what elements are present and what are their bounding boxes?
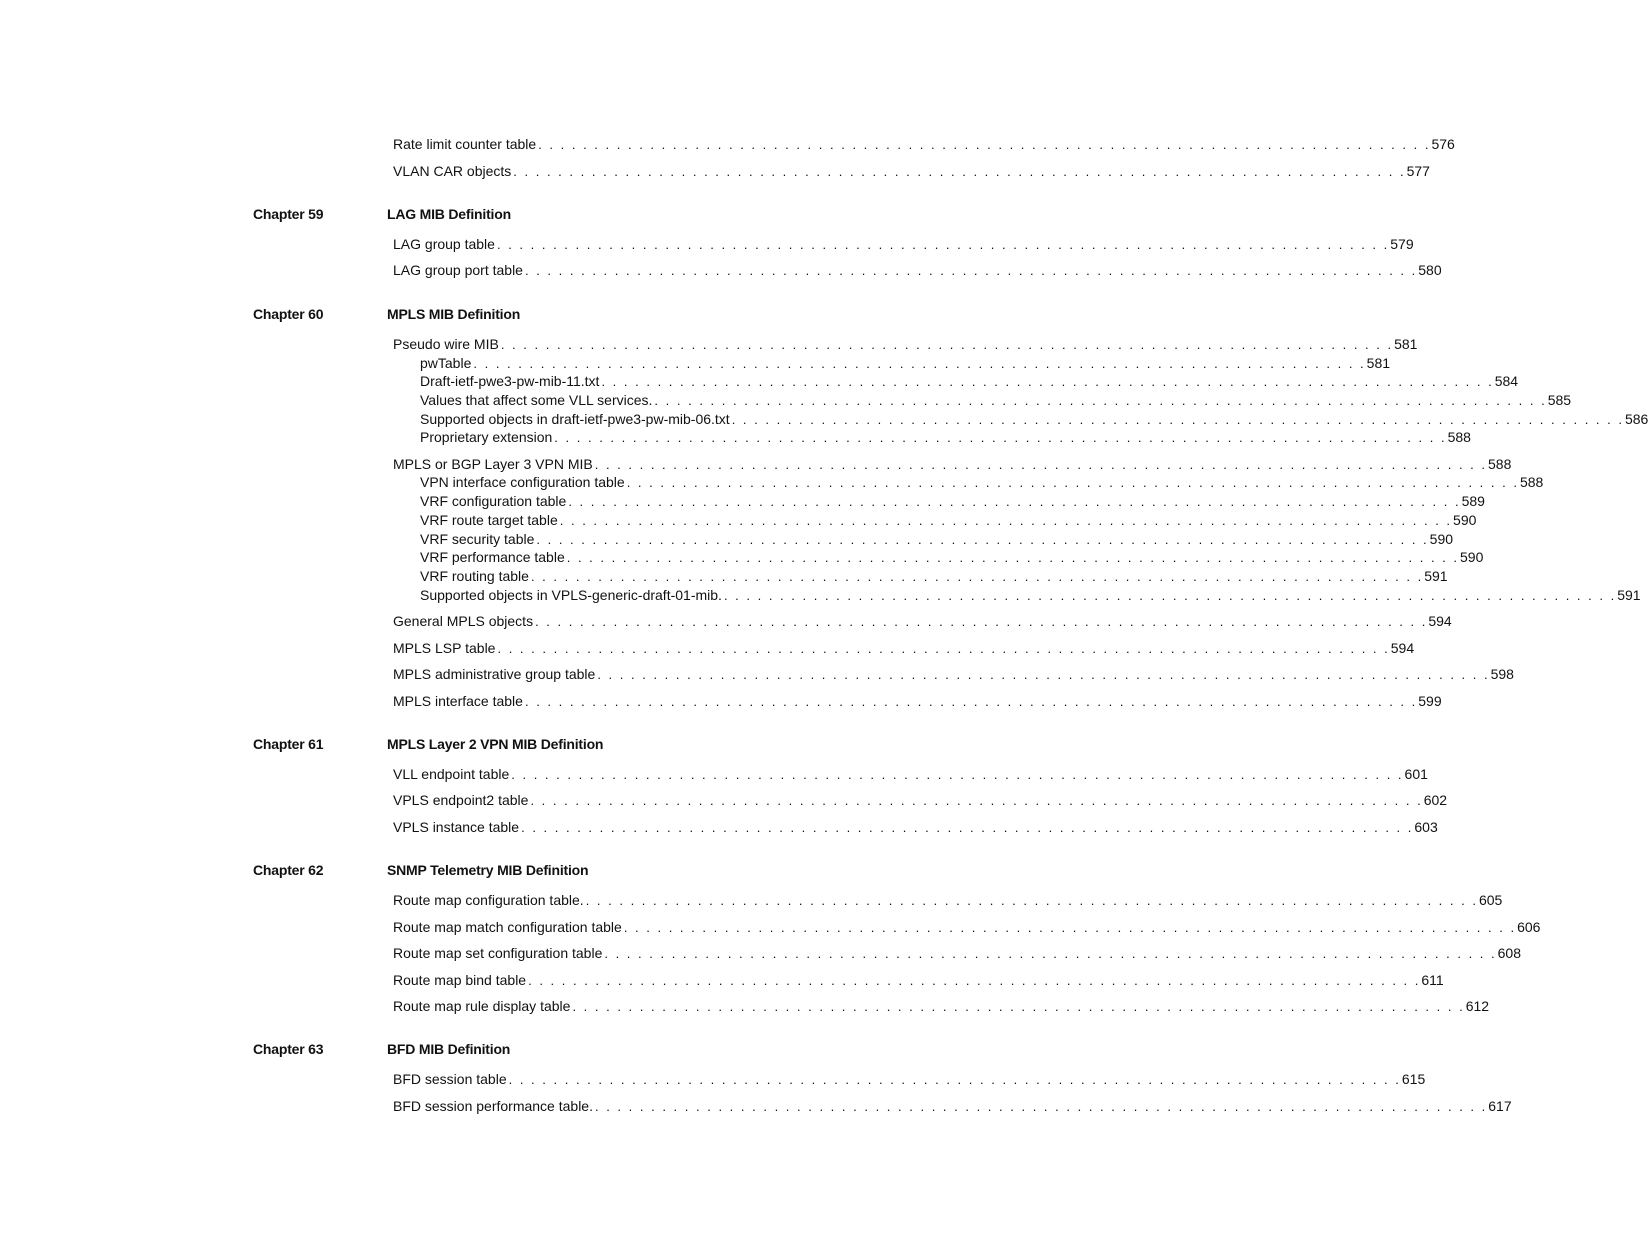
page-number: 608: [1497, 945, 1521, 961]
page-number: 588: [1519, 474, 1544, 490]
page-number: 603: [1414, 819, 1438, 835]
dot-leader: . . . . . . . . . . . . . . . . . . . . . . . . . . . . . . . . . . . . . . . . . . . . . . . . . . . . . . . . . . . . . . . . . . . . . . . . . . . . . . . .: [566, 550, 1460, 565]
entry-title: Proprietary extension: [420, 429, 553, 445]
entry-title: Route map bind table: [393, 972, 527, 988]
dot-leader: . . . . . . . . . . . . . . . . . . . . . . . . . . . . . . . . . . . . . . . . . . . . . . . . . . . . . . . . . . . . . . . . . . . . . . . . . . . . . . . .: [654, 393, 1547, 408]
toc-subentry[interactable]: [420, 353, 1391, 373]
toc-subentry[interactable]: [420, 491, 1485, 511]
page-number: 602: [1423, 792, 1448, 808]
entry-title: VPLS endpoint2 table: [393, 792, 529, 808]
entry-title: LAG group port table: [393, 262, 523, 278]
entry-title: Supported objects in VPLS-generic-draft-01-mib.: [420, 587, 722, 603]
toc-entry[interactable]: [393, 161, 1430, 181]
dot-leader: . . . . . . . . . . . . . . . . . . . . . . . . . . . . . . . . . . . . . . . . . . . . . . . . . . . . . . . . . . . . . . . . . . . . . . . . . . . . . . . .: [473, 356, 1366, 371]
page-number: 598: [1490, 666, 1514, 682]
entry-title: VRF performance table: [420, 549, 565, 565]
page-number: 599: [1418, 693, 1442, 709]
page-number: 586: [1624, 411, 1648, 427]
page-number: 591: [1424, 568, 1448, 584]
entry-title: VLL endpoint table: [393, 766, 510, 782]
dot-leader: . . . . . . . . . . . . . . . . . . . . . . . . . . . . . . . . . . . . . . . . . . . . . . . . . . . . . . . . . . . . . . . . . . . . . . . . . . . . . . . .: [604, 946, 1497, 961]
entry-title: MPLS LSP table: [393, 640, 496, 656]
toc-entry[interactable]: [393, 691, 1442, 711]
toc-entry[interactable]: [393, 1069, 1426, 1089]
dot-leader: . . . . . . . . . . . . . . . . . . . . . . . . . . . . . . . . . . . . . . . . . . . . . . . . . . . . . . . . . . . . . . . . . . . . . . . . . . . . . . . .: [559, 513, 1453, 528]
dot-leader: . . . . . . . . . . . . . . . . . . . . . . . . . . . . . . . . . . . . . . . . . . . . . . . . . . . . . . . . . . . . . . . . . . . . . . . . . . . . . . . .: [530, 569, 1424, 584]
chapter-label: Chapter 61: [253, 736, 324, 752]
entry-title: VPLS instance table: [393, 819, 520, 835]
toc-entry[interactable]: [393, 664, 1514, 684]
page-number: 591: [1617, 587, 1641, 603]
entry-title: Rate limit counter table: [393, 136, 537, 152]
entry-title: VRF security table: [420, 531, 535, 547]
toc-entry[interactable]: [393, 134, 1455, 154]
chapter-label: Chapter 59: [253, 206, 324, 222]
entry-title: MPLS interface table: [393, 693, 523, 709]
entry-title: MPLS or BGP Layer 3 VPN MIB: [393, 456, 593, 472]
chapter-label: Chapter 62: [253, 862, 324, 878]
toc-entry[interactable]: [393, 334, 1418, 354]
page-number: 581: [1366, 355, 1391, 371]
toc-subentry[interactable]: [420, 371, 1519, 391]
page-number: 579: [1390, 236, 1414, 252]
page-number: 594: [1428, 613, 1452, 629]
entry-title: Route map set configuration table: [393, 945, 603, 961]
page-number: 605: [1478, 892, 1503, 908]
dot-leader: . . . . . . . . . . . . . . . . . . . . . . . . . . . . . . . . . . . . . . . . . . . . . . . . . . . . . . . . . . . . . . . . . . . . . . . . . . . . . . . .: [568, 494, 1461, 509]
dot-leader: . . . . . . . . . . . . . . . . . . . . . . . . . . . . . . . . . . . . . . . . . . . . . . . . . . . . . . . . . . . . . . . . . . . . . . . . . . . . . . . .: [538, 137, 1431, 152]
dot-leader: . . . . . . . . . . . . . . . . . . . . . . . . . . . . . . . . . . . . . . . . . . . . . . . . . . . . . . . . . . . . . . . . . . . . . . . . . . . . . . . .: [585, 893, 1478, 908]
page-number: 615: [1401, 1071, 1426, 1087]
entry-title: VLAN CAR objects: [393, 163, 512, 179]
dot-leader: . . . . . . . . . . . . . . . . . . . . . . . . . . . . . . . . . . . . . . . . . . . . . . . . . . . . . . . . . . . . . . . . . . . . . . . . . . . . . . . .: [511, 767, 1404, 782]
entry-title: VRF configuration table: [420, 493, 567, 509]
entry-title: VRF route target table: [420, 512, 558, 528]
dot-leader: . . . . . . . . . . . . . . . . . . . . . . . . . . . . . . . . . . . . . . . . . . . . . . . . . . . . . . . . . . . . . . . . . . . . . . . . . . . . . . . .: [496, 237, 1390, 252]
toc-entry[interactable]: [393, 234, 1414, 254]
page-number: 590: [1460, 549, 1484, 565]
page-number: 580: [1418, 262, 1442, 278]
page-number: 589: [1461, 493, 1485, 509]
dot-leader: . . . . . . . . . . . . . . . . . . . . . . . . . . . . . . . . . . . . . . . . . . . . . . . . . . . . . . . . . . . . . . . . . . . . . . . . . . . . . . . .: [536, 532, 1429, 547]
page-number: 577: [1406, 163, 1430, 179]
toc-entry[interactable]: [393, 454, 1512, 474]
dot-leader: . . . . . . . . . . . . . . . . . . . . . . . . . . . . . . . . . . . . . . . . . . . . . . . . . . . . . . . . . . . . . . . . . . . . . . . . . . . . . . . .: [572, 999, 1465, 1014]
entry-title: Supported objects in draft-ietf-pwe3-pw-mib-06.txt: [420, 411, 730, 427]
page-number: 584: [1494, 373, 1519, 389]
dot-leader: . . . . . . . . . . . . . . . . . . . . . . . . . . . . . . . . . . . . . . . . . . . . . . . . . . . . . . . . . . . . . . . . . . . . . . . . . . . . . . . .: [731, 412, 1624, 427]
entry-title: LAG group table: [393, 236, 495, 252]
toc-entry[interactable]: [393, 943, 1521, 963]
toc-entry[interactable]: [393, 638, 1415, 658]
entry-title: Values that affect some VLL services.: [420, 392, 653, 408]
page-number: 601: [1404, 766, 1428, 782]
page-number: 606: [1517, 919, 1541, 935]
page-number: 576: [1431, 136, 1455, 152]
dot-leader: . . . . . . . . . . . . . . . . . . . . . . . . . . . . . . . . . . . . . . . . . . . . . . . . . . . . . . . . . . . . . . . . . . . . . . . . . . . . . . . .: [528, 973, 1421, 988]
dot-leader: . . . . . . . . . . . . . . . . . . . . . . . . . . . . . . . . . . . . . . . . . . . . . . . . . . . . . . . . . . . . . . . . . . . . . . . . . . . . . . . .: [623, 920, 1517, 935]
page-number: 588: [1447, 429, 1471, 445]
page-number: 590: [1429, 531, 1454, 547]
toc-subentry[interactable]: [420, 510, 1477, 530]
chapter-label: Chapter 60: [253, 306, 324, 322]
dot-leader: . . . . . . . . . . . . . . . . . . . . . . . . . . . . . . . . . . . . . . . . . . . . . . . . . . . . . . . . . . . . . . . . . . . . . . . . . . . . . . . .: [535, 614, 1428, 629]
dot-leader: . . . . . . . . . . . . . . . . . . . . . . . . . . . . . . . . . . . . . . . . . . . . . . . . . . . . . . . . . . . . . . . . . . . . . . . . . . . . . . . .: [594, 457, 1487, 472]
dot-leader: . . . . . . . . . . . . . . . . . . . . . . . . . . . . . . . . . . . . . . . . . . . . . . . . . . . . . . . . . . . . . . . . . . . . . . . . . . . . . . . .: [601, 374, 1494, 389]
chapter-title[interactable]: SNMP Telemetry MIB Definition: [387, 862, 589, 878]
dot-leader: . . . . . . . . . . . . . . . . . . . . . . . . . . . . . . . . . . . . . . . . . . . . . . . . . . . . . . . . . . . . . . . . . . . . . . . . . . . . . . . .: [723, 588, 1617, 603]
chapter-label: Chapter 63: [253, 1041, 324, 1057]
page-number: 585: [1547, 392, 1572, 408]
dot-leader: . . . . . . . . . . . . . . . . . . . . . . . . . . . . . . . . . . . . . . . . . . . . . . . . . . . . . . . . . . . . . . . . . . . . . . . . . . . . . . . .: [497, 641, 1390, 656]
chapter-title[interactable]: MPLS Layer 2 VPN MIB Definition: [387, 736, 604, 752]
page-number: 611: [1421, 972, 1444, 988]
page-number: 590: [1453, 512, 1477, 528]
dot-leader: . . . . . . . . . . . . . . . . . . . . . . . . . . . . . . . . . . . . . . . . . . . . . . . . . . . . . . . . . . . . . . . . . . . . . . . . . . . . . . . .: [521, 820, 1414, 835]
page-number: 588: [1488, 456, 1512, 472]
dot-leader: . . . . . . . . . . . . . . . . . . . . . . . . . . . . . . . . . . . . . . . . . . . . . . . . . . . . . . . . . . . . . . . . . . . . . . . . . . . . . . . .: [513, 164, 1406, 179]
toc-entry[interactable]: [393, 790, 1448, 810]
page-number: 581: [1394, 336, 1418, 352]
toc-entry[interactable]: [393, 764, 1428, 784]
toc-subentry[interactable]: [420, 390, 1572, 410]
page-number: 594: [1390, 640, 1415, 656]
dot-leader: . . . . . . . . . . . . . . . . . . . . . . . . . . . . . . . . . . . . . . . . . . . . . . . . . . . . . . . . . . . . . . . . . . . . . . . . . . . . . . . .: [626, 475, 1519, 490]
dot-leader: . . . . . . . . . . . . . . . . . . . . . . . . . . . . . . . . . . . . . . . . . . . . . . . . . . . . . . . . . . . . . . . . . . . . . . . . . . . . . . . .: [508, 1072, 1401, 1087]
entry-title: BFD session performance table.: [393, 1098, 593, 1114]
entry-title: Route map configuration table.: [393, 892, 584, 908]
toc-entry[interactable]: [393, 817, 1438, 837]
chapter-title[interactable]: MPLS MIB Definition: [387, 306, 521, 322]
toc-entry[interactable]: [393, 917, 1541, 937]
toc-entry[interactable]: [393, 260, 1442, 280]
entry-title: Route map match configuration table: [393, 919, 622, 935]
toc-entry[interactable]: [393, 970, 1444, 990]
toc-entry[interactable]: [393, 1096, 1512, 1116]
toc-entry[interactable]: [393, 996, 1490, 1016]
toc-entry[interactable]: [393, 890, 1503, 910]
toc-subentry[interactable]: [420, 585, 1641, 605]
dot-leader: . . . . . . . . . . . . . . . . . . . . . . . . . . . . . . . . . . . . . . . . . . . . . . . . . . . . . . . . . . . . . . . . . . . . . . . . . . . . . . . .: [500, 337, 1394, 352]
dot-leader: . . . . . . . . . . . . . . . . . . . . . . . . . . . . . . . . . . . . . . . . . . . . . . . . . . . . . . . . . . . . . . . . . . . . . . . . . . . . . . . .: [554, 430, 1447, 445]
dot-leader: . . . . . . . . . . . . . . . . . . . . . . . . . . . . . . . . . . . . . . . . . . . . . . . . . . . . . . . . . . . . . . . . . . . . . . . . . . . . . . . .: [530, 793, 1423, 808]
dot-leader: . . . . . . . . . . . . . . . . . . . . . . . . . . . . . . . . . . . . . . . . . . . . . . . . . . . . . . . . . . . . . . . . . . . . . . . . . . . . . . . .: [524, 263, 1418, 278]
entry-title: General MPLS objects: [393, 613, 534, 629]
toc-subentry[interactable]: [420, 409, 1648, 429]
chapter-title[interactable]: BFD MIB Definition: [387, 1041, 511, 1057]
entry-title: Draft-ietf-pwe3-pw-mib-11.txt: [420, 373, 600, 389]
entry-title: VRF routing table: [420, 568, 529, 584]
dot-leader: . . . . . . . . . . . . . . . . . . . . . . . . . . . . . . . . . . . . . . . . . . . . . . . . . . . . . . . . . . . . . . . . . . . . . . . . . . . . . . . .: [594, 1099, 1488, 1114]
entry-title: VPN interface configuration table: [420, 474, 625, 490]
dot-leader: . . . . . . . . . . . . . . . . . . . . . . . . . . . . . . . . . . . . . . . . . . . . . . . . . . . . . . . . . . . . . . . . . . . . . . . . . . . . . . . .: [524, 694, 1418, 709]
entry-title: MPLS administrative group table: [393, 666, 596, 682]
toc-entry[interactable]: [393, 611, 1452, 631]
chapter-title[interactable]: LAG MIB Definition: [387, 206, 511, 222]
entry-title: Route map rule display table: [393, 998, 571, 1014]
entry-title: pwTable: [420, 355, 472, 371]
page-number: 612: [1465, 998, 1490, 1014]
dot-leader: . . . . . . . . . . . . . . . . . . . . . . . . . . . . . . . . . . . . . . . . . . . . . . . . . . . . . . . . . . . . . . . . . . . . . . . . . . . . . . . .: [597, 667, 1490, 682]
toc-subentry[interactable]: [420, 529, 1454, 549]
entry-title: Pseudo wire MIB: [393, 336, 499, 352]
toc-subentry[interactable]: [420, 566, 1448, 586]
toc-subentry[interactable]: [420, 547, 1484, 567]
entry-title: BFD session table: [393, 1071, 507, 1087]
toc-subentry[interactable]: [420, 427, 1471, 447]
page-number: 617: [1488, 1098, 1512, 1114]
toc-subentry[interactable]: [420, 472, 1544, 492]
